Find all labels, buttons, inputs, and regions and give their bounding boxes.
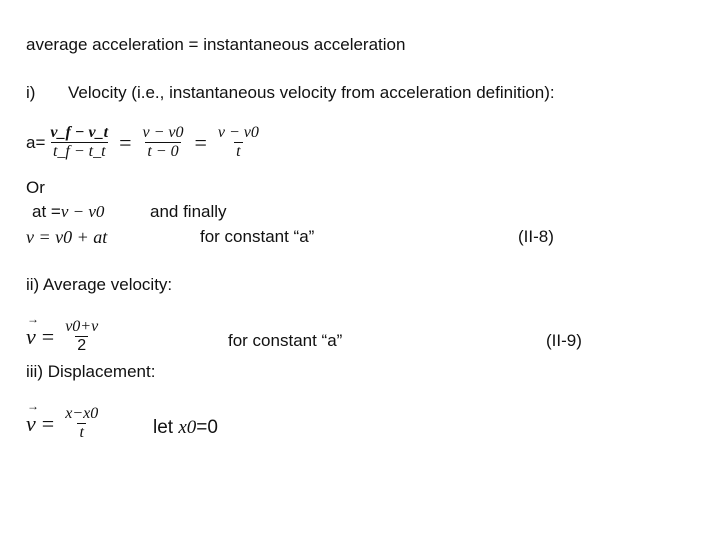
or-label: Or (26, 178, 45, 197)
acceleration-equation (26, 124, 264, 161)
velocity-vector-symbol: → v (26, 324, 36, 350)
item-i-marker: i) (26, 83, 36, 102)
at-equation (32, 202, 104, 222)
at-equation-expression: v − v0 (60, 202, 105, 221)
velocity-vector-symbol: → v (26, 411, 36, 437)
let-expression: x0 (178, 417, 197, 438)
equals-sign: = (41, 410, 55, 436)
let-text: let (153, 417, 174, 438)
slide-heading: average acceleration = instantaneous acceleration (26, 35, 406, 54)
item-i-text: Velocity (i.e., instantaneous velocity from acceleration definition): (68, 83, 555, 102)
accel-prefix: a= (26, 132, 46, 152)
item-ii-text: ii) Average velocity: (26, 275, 173, 294)
avg-velocity-fraction (63, 318, 100, 355)
constant-a-note-1: for constant “a” (200, 227, 315, 246)
displacement-equation (26, 405, 103, 442)
accel-fraction-2-denominator: t − 0 (147, 143, 179, 160)
accel-fraction-1-numerator: v_f − v_t (50, 124, 109, 141)
accel-fraction-2 (140, 124, 185, 161)
constant-a-note-2: for constant “a” (228, 331, 343, 350)
accel-fraction-3-numerator: v − v0 (217, 124, 259, 141)
at-equation-prefix: at = (32, 202, 61, 221)
equation-number-ii-9: (II-9) (546, 331, 582, 350)
displacement-numerator: x−x0 (65, 405, 99, 422)
equals-sign: = (41, 323, 55, 349)
accel-fraction-3 (216, 124, 261, 161)
item-iii-text: iii) Displacement: (26, 362, 156, 381)
avg-velocity-denominator: 2 (77, 337, 87, 354)
displacement-fraction (63, 405, 100, 442)
accel-fraction-2-numerator: v − v0 (142, 124, 184, 141)
equals-sign: = (119, 129, 132, 155)
displacement-denominator: t (79, 424, 84, 441)
equation-number-ii-8: (II-8) (518, 227, 554, 246)
and-finally-text: and finally (150, 202, 227, 221)
accel-fraction-1 (48, 124, 110, 161)
avg-velocity-numerator: v0+v (65, 318, 99, 335)
accel-fraction-1-denominator: t_f − t_t (52, 143, 106, 160)
equals-sign: = (194, 129, 207, 155)
let-value: =0 (196, 417, 218, 438)
average-velocity-equation (26, 318, 103, 355)
accel-fraction-3-denominator: t (236, 143, 241, 160)
let-statement (153, 418, 218, 438)
velocity-equation: v = v0 + at (26, 227, 108, 247)
